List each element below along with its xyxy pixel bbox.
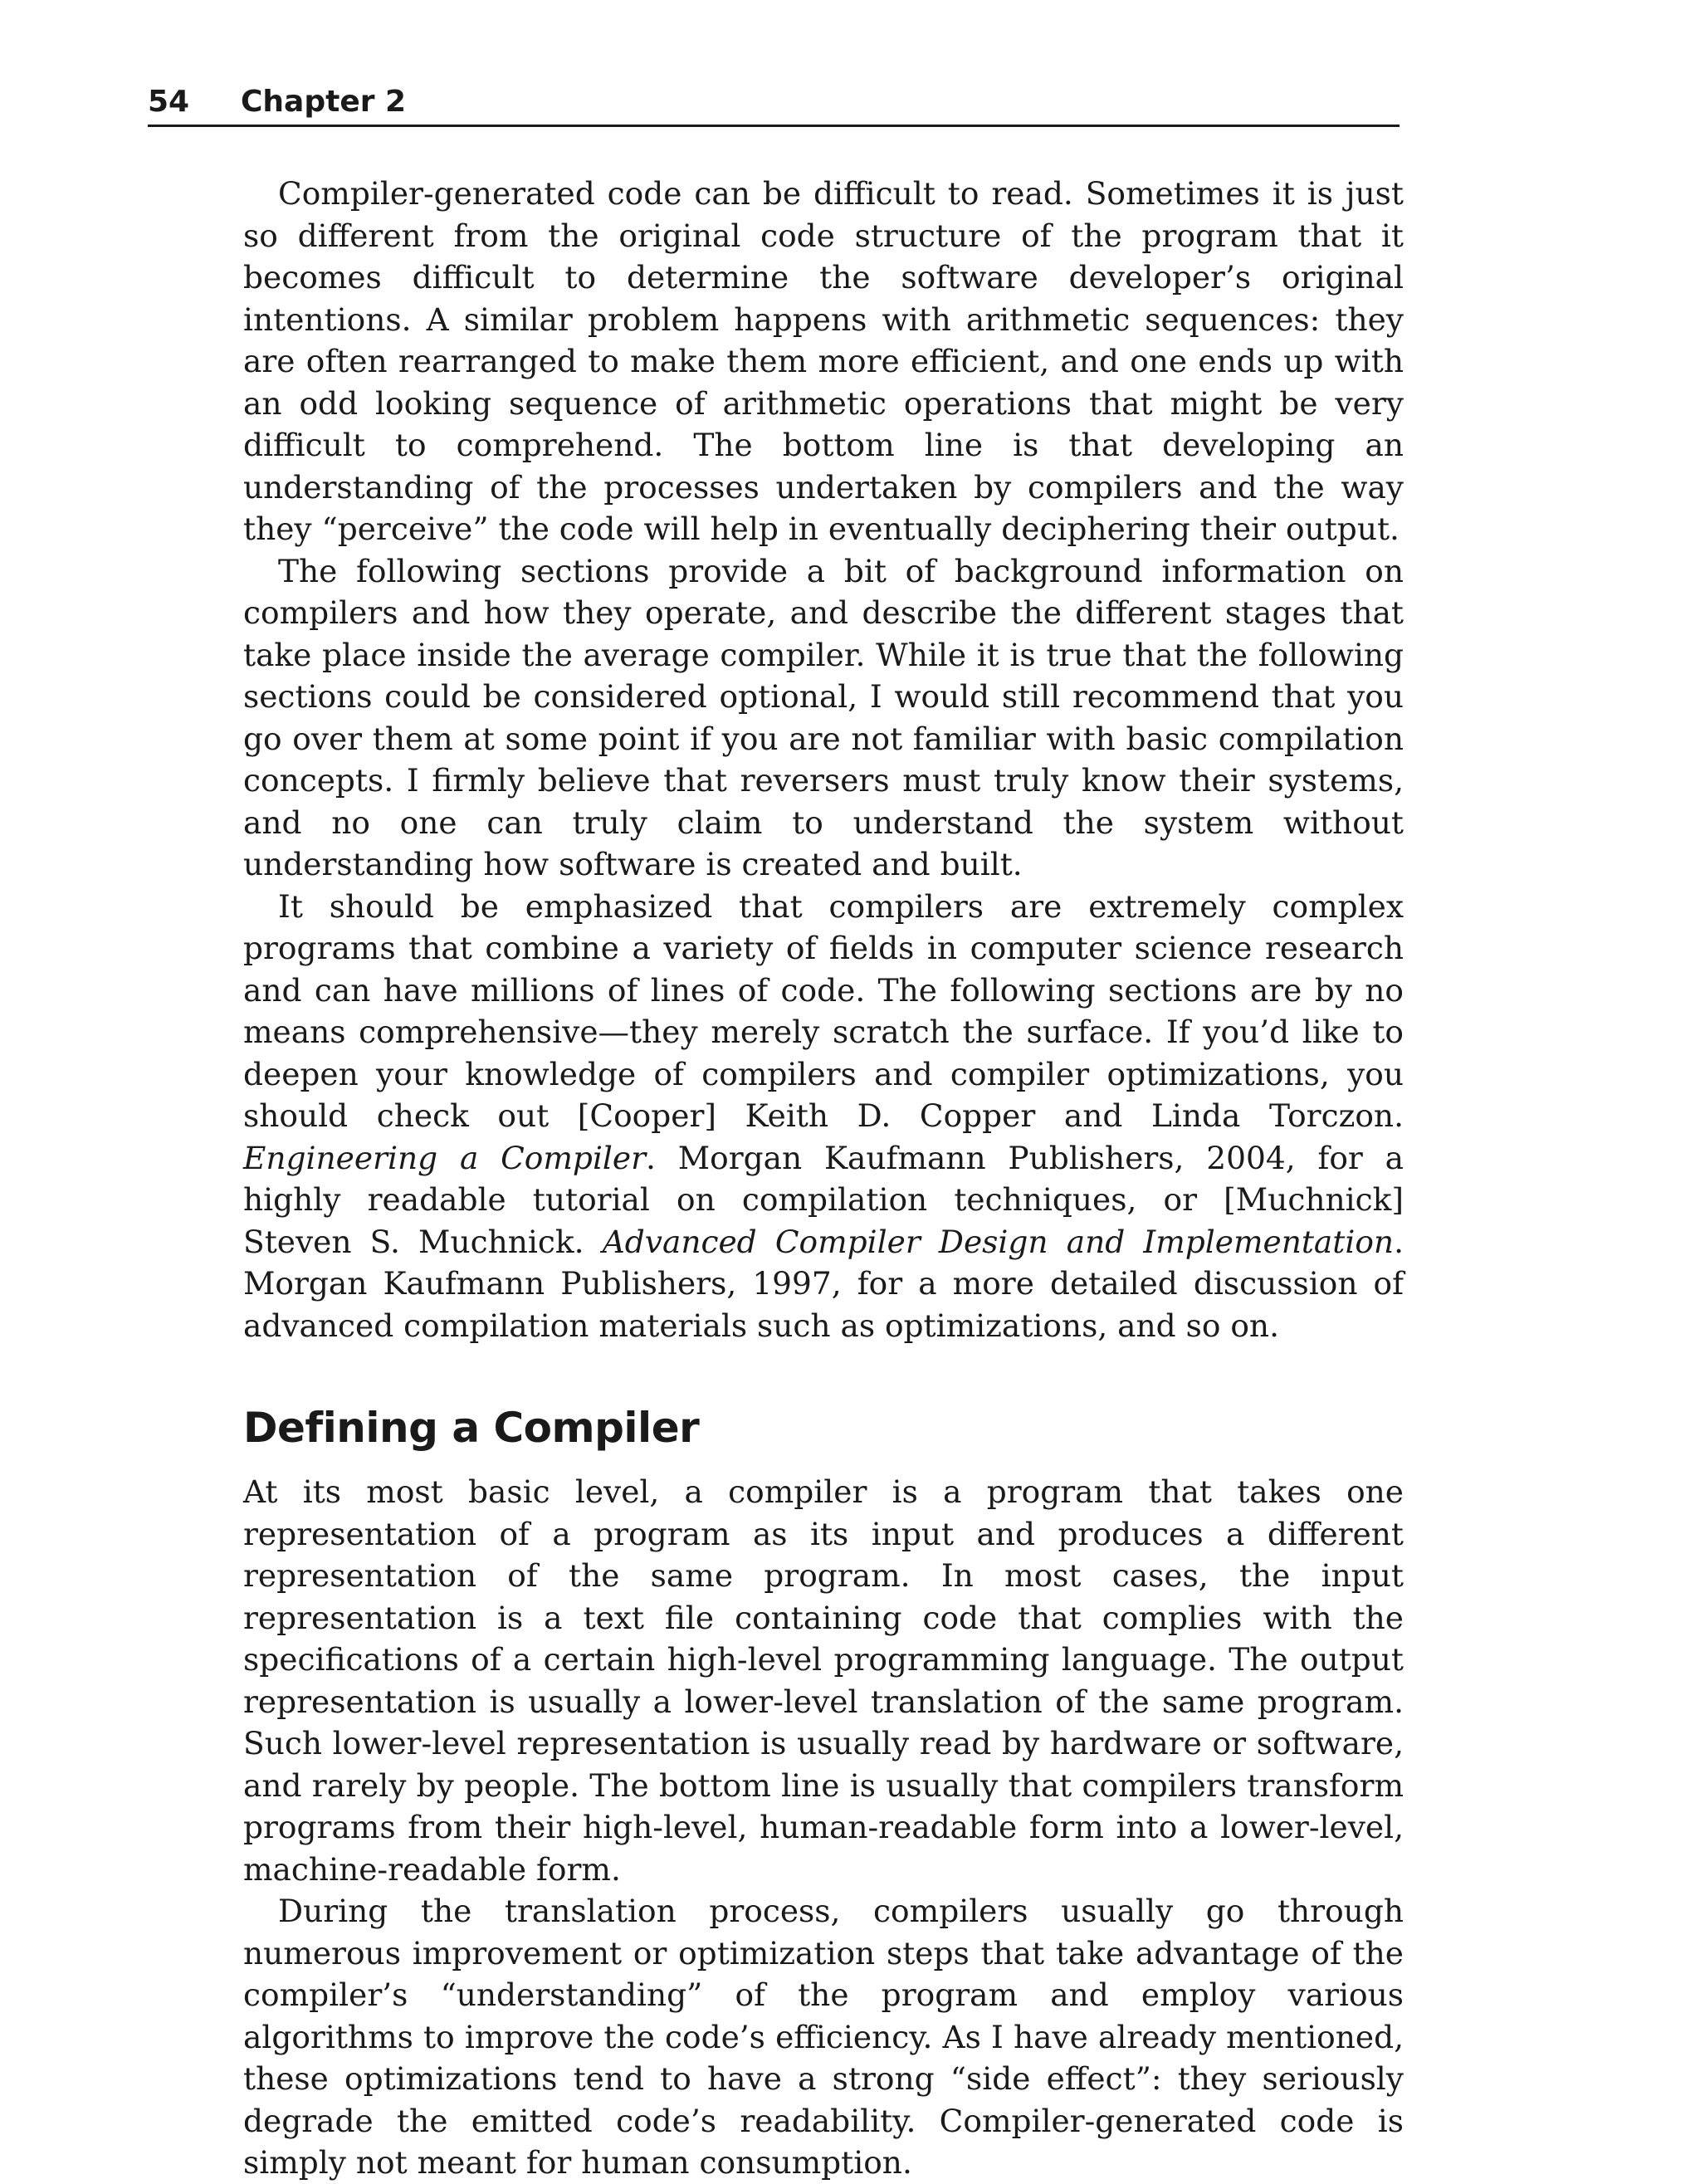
- book-title-advanced-compiler-design: Advanced Compiler Design and Implementation: [602, 1223, 1395, 1260]
- paragraph-translation: During the translation process, compilers usually go through numerous improvement or optimization steps that take advantage of the compiler’s “understanding” of the program and employ various algorithms to improve the code’s efficiency. As I have already mentioned, these optimizations tend to have a strong “side effect”: they seriously degrade the emitted code’s readability. Compiler-generated code is simply not meant for human consumption.: [243, 1893, 1404, 2181]
- references-text-1: It should be emphasized that compilers are extremely complex programs that combine a variety of fields in computer science research and can have millions of lines of code. The following sections are by no means comprehensive—they merely scratch the surface. If you’d like to deepen your knowledge of compilers and compiler optimizations, you should check out [Cooper] Keith D. Copper and Linda Torczon.: [243, 887, 1404, 1134]
- paragraph-references: [243, 886, 1404, 1347]
- running-head: [148, 80, 1400, 127]
- section-heading: Defining a Compiler: [243, 1404, 700, 1452]
- body-text: [243, 173, 1404, 2184]
- references-text-3: . Morgan Kaufmann Publishers, 1997, for a more detailed discussion of advanced compilation materials such as optimizations, and so on.: [243, 1223, 1404, 1344]
- book-title-engineering-a-compiler: Engineering a Compiler: [243, 1139, 647, 1176]
- references-text-2: . Morgan Kaufmann Publishers, 2004, for a highly readable tutorial on compilation techniques, or [Muchnick] Steven S. Muchnick.: [243, 1139, 1404, 1260]
- page-number: 54: [148, 85, 190, 119]
- paragraph-intro: Compiler-generated code can be difficult to read. Sometimes it is just so different from the original code structure of the program that it becomes difficult to determine the software developer’s original intentions. A similar problem happens with arithmetic sequences: they are often rearranged to make them more efficient, and one ends up with an odd looking sequence of arithmetic operations that might be very difficult to comprehend. The bottom line is that developing an understanding of the processes undertaken by compilers and the way they “perceive” the code will help in eventually deciphering their output.: [243, 175, 1404, 547]
- paragraph-background: The following sections provide a bit of background information on compilers and how they operate, and describe the different stages that take place inside the average compiler. While it is true that the following sections could be considered optional, I would still recommend that you go over them at some point if you are not familiar with basic compilation concepts. I firmly believe that reversers must truly know their systems, and no one can truly claim to understand the system without understanding how software is created and built.: [243, 552, 1404, 882]
- paragraph-definition: At its most basic level, a compiler is a program that takes one representation of a program as its input and produces a different representation of the same program. In most cases, the input representation is a text file containing code that complies with the specifications of a certain high-level programming language. The output representation is usually a lower-level translation of the same program. Such lower-level representation is usually read by hardware or software, and rarely by people. The bottom line is usually that compilers transform programs from their high-level, human-readable form into a lower-level, machine-readable form.: [243, 1473, 1404, 1888]
- chapter-title: Chapter 2: [241, 85, 407, 119]
